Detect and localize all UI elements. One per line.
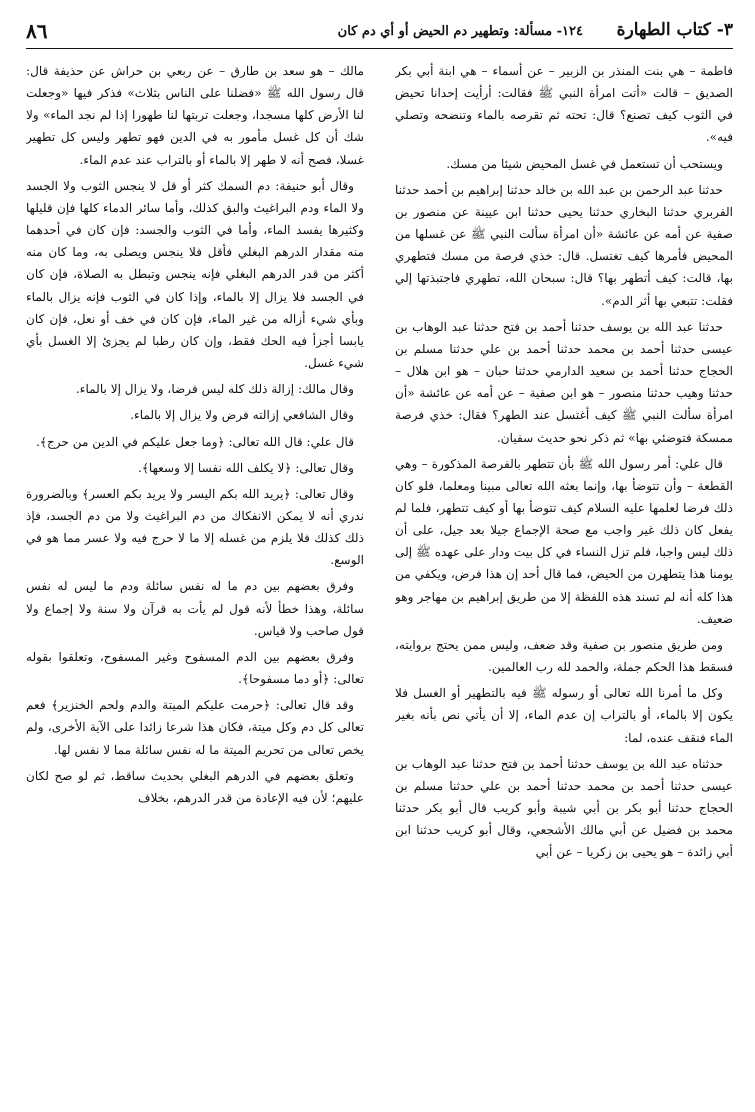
paragraph: فاطمة – هي بنت المنذر بن الزبير – عن أسماء – هي ابنة أبي بكر الصديق – قالت «أتت امرأة النبي ﷺ فقالت: أرأيت إحدانا تحيض في الثوب كيف تصنع؟ قال: تحته ثم تقرصه بالماء وتنضحه وتصلي فيه». (395, 64, 733, 145)
left-column (26, 60, 364, 1094)
right-column (395, 60, 733, 1094)
paragraph: حدثنا عبد الرحمن بن عبد الله بن خالد حدثنا إبراهيم بن أحمد حدثنا الفربري حدثنا البخاري حدثنا يحيى حدثنا ابن عيينة عن منصور بن صفية عن أمه عن عائشة «أن امرأة سألت النبي ﷺ عن غسلها من المحيض فأمرها كيف تغتسل. قال: خذي فرصة من مسك فتطهري بها، قالت: كيف أتطهر بها؟ قال: سبحان الله، تطهري فاجتبذتها إلي فقلت: تتبعي بها أثر الدم». (395, 182, 733, 308)
paragraph: وقال مالك: إزالة ذلك كله ليس فرضا، ولا يزال إلا بالماء. (75, 382, 354, 397)
paragraph: مالك – هو سعد بن طارق – عن ربعي بن حراش عن حذيفة قال: قال رسول الله ﷺ «فضلنا على الناس بثلاث» فذكر فيها «وجعلت لنا الأرض كلها مسجدا، وجعلت تربتها لنا طهورا إذا لم نجد الماء» ولا شك أن كل غسل مأمور به في الدين فهو تطهر وليس كل تطهير غسلا، فصح أنه لا طهر إلا بالماء أو بالتراب عند عدم الماء. (26, 64, 364, 167)
paragraph: وفرق بعضهم بين دم ما له نفس سائلة ودم ما ليس له نفس سائلة، وهذا خطأ لأنه قول لم يأت به قرآن ولا سنة ولا إجماع ولا قول صاحب ولا قياس. (26, 579, 364, 638)
page-header (26, 18, 733, 49)
page-number: ٨٦ (26, 19, 48, 43)
paragraph: وقال تعالى: ﴿لا يكلف الله نفسا إلا وسعها﴾. (137, 460, 354, 475)
paragraph: وقال تعالى: ﴿يريد الله بكم اليسر ولا يريد بكم العسر﴾ وبالضرورة ندري أنه لا يمكن الانفكاك من دم البراغيث ولا من دم الجسد، فإذ ذلك كذلك فلا يلزم من غسله إلا ما لا حرج فيه ولا عسر مما هو في الوسع. (26, 486, 364, 568)
paragraph: قال علي: أمر رسول الله ﷺ بأن تتطهر بالفرصة المذكورة – وهي القطعة – وأن تتوضأ بها، وإنما بعثه الله تعالى مبينا ومعلما، فلو كان ذلك فرضا لعلمها عليه السلام كيف تتوضأ بها أو كيف تتطهر، فلما لم يفعل كان ذلك غير واجب مع صحة الإجماع جيلا بعد جيل، على أن ذلك ليس واجبا، فلم تزل النساء في كل بيت ودار على عهده ﷺ إلى يومنا هذا يتطهرن من الحيض، فما قال أحد إن هذا فرض، ويكفي من هذا كله أنه لم تسند هذه اللفظة إلا من طريق إبراهيم بن مهاجر وهو ضعيف. (395, 456, 733, 626)
paragraph: ومن طريق منصور بن صفية وقد ضعف، وليس ممن يحتج بروايته، فسقط هذا الحكم جملة، والحمد لله رب العالمين. (395, 637, 733, 675)
paragraph: وقال الشافعي إزالته فرض ولا يزال إلا بالماء. (130, 408, 354, 423)
paragraph: حدثناه عبد الله بن يوسف حدثنا أحمد بن فتح حدثنا عبد الوهاب بن عيسى حدثنا أحمد بن محمد حدثنا أحمد بن علي حدثنا مسلم بن الحجاج حدثنا أبو بكر بن أبي شيبة وأبو كريب قال أبو بكر حدثنا محمد بن فضيل عن أبي مالك الأشجعي، وقال أبو كريب حدثنا ابن أبي زائدة – هو يحيى بن زكريا – عن أبي (395, 756, 733, 860)
paragraph: وكل ما أمرنا الله تعالى أو رسوله ﷺ فيه بالتطهير أو الغسل فلا يكون إلا بالماء، أو بالتراب إن عدم الماء، إلا أن يأتي نص بأنه بغير الماء فنقف عنده، لما: (395, 686, 733, 745)
paragraph: وقد قال تعالى: ﴿حرمت عليكم الميتة والدم ولحم الخنزير﴾ فعم تعالى كل دم وكل ميتة، فكان هذا شرعا زائدا على الآية الأخرى، ولم يخص تعالى من تحريم الميتة ما له نفس سائلة مما لا نفس لها. (26, 698, 364, 757)
paragraph: حدثنا عبد الله بن يوسف حدثنا أحمد بن فتح حدثنا عبد الوهاب بن عيسى حدثنا أحمد بن محمد حدثنا أحمد بن علي حدثنا مسلم بن الحجاج حدثنا أحمد بن سعيد الدارمي حدثنا حبان – هو ابن هلال – حدثنا وهيب حدثنا منصور – هو ابن صفية – عن أمه عن عائشة «أن امرأة سألت النبي ﷺ كيف أغتسل عند الطهر؟ فقال: خذي فرصة ممسكة فتوضئي بها» ثم ذكر نحو حديث سفيان. (395, 319, 733, 445)
paragraph: وتعلق بعضهم في الدرهم البغلي بحديث ساقط، ثم لو صح لكان عليهم؛ لأن فيه الإعادة من قدر الدرهم، بخلاف (26, 768, 364, 805)
paragraph: ويستحب أن تستعمل في غسل المحيض شيئا من مسك. (446, 156, 723, 171)
issue-title: ١٢٤- مسألة: وتطهير دم الحيض أو أي دم كان (337, 24, 583, 39)
document-page (26, 18, 733, 1098)
paragraph: قال علي: قال الله تعالى: ﴿وما جعل عليكم في الدين من حرج﴾. (36, 434, 354, 449)
paragraph: وفرق بعضهم بين الدم المسفوح وغير المسفوح، وتعلقوا بقوله تعالى: ﴿أو دما مسفوحا﴾. (26, 649, 364, 687)
paragraph: وقال أبو حنيفة: دم السمك كثر أو قل لا ينجس الثوب ولا الجسد ولا الماء ودم البراغيث والبق كذلك، وأما سائر الدماء كلها فإن قليلها وكثيرها يفسد الماء، وأما في الثوب والجسد: فإن كان في أحدهما منه مقدار الدرهم البغلي فأقل فلا ينجس ويصلى به، وما كان منه أكثر من قدر الدرهم البغلي فإنه ينجس وتبطل به الصلاة، فإن كان في الجسد فلا يزال إلا بالماء، وإذا كان في الثوب فإنه يزال بالماء وبأي شيء أزاله من غير الماء، فإن كان في خف أو نعل، فإن كان يابسا أجزأ فيه الحك فقط، وإن كان رطبا لم يجزئ إلا الغسل بأي شيء غسل. (26, 178, 364, 371)
book-section-title: ٣- كتاب الطهارة (616, 20, 733, 40)
